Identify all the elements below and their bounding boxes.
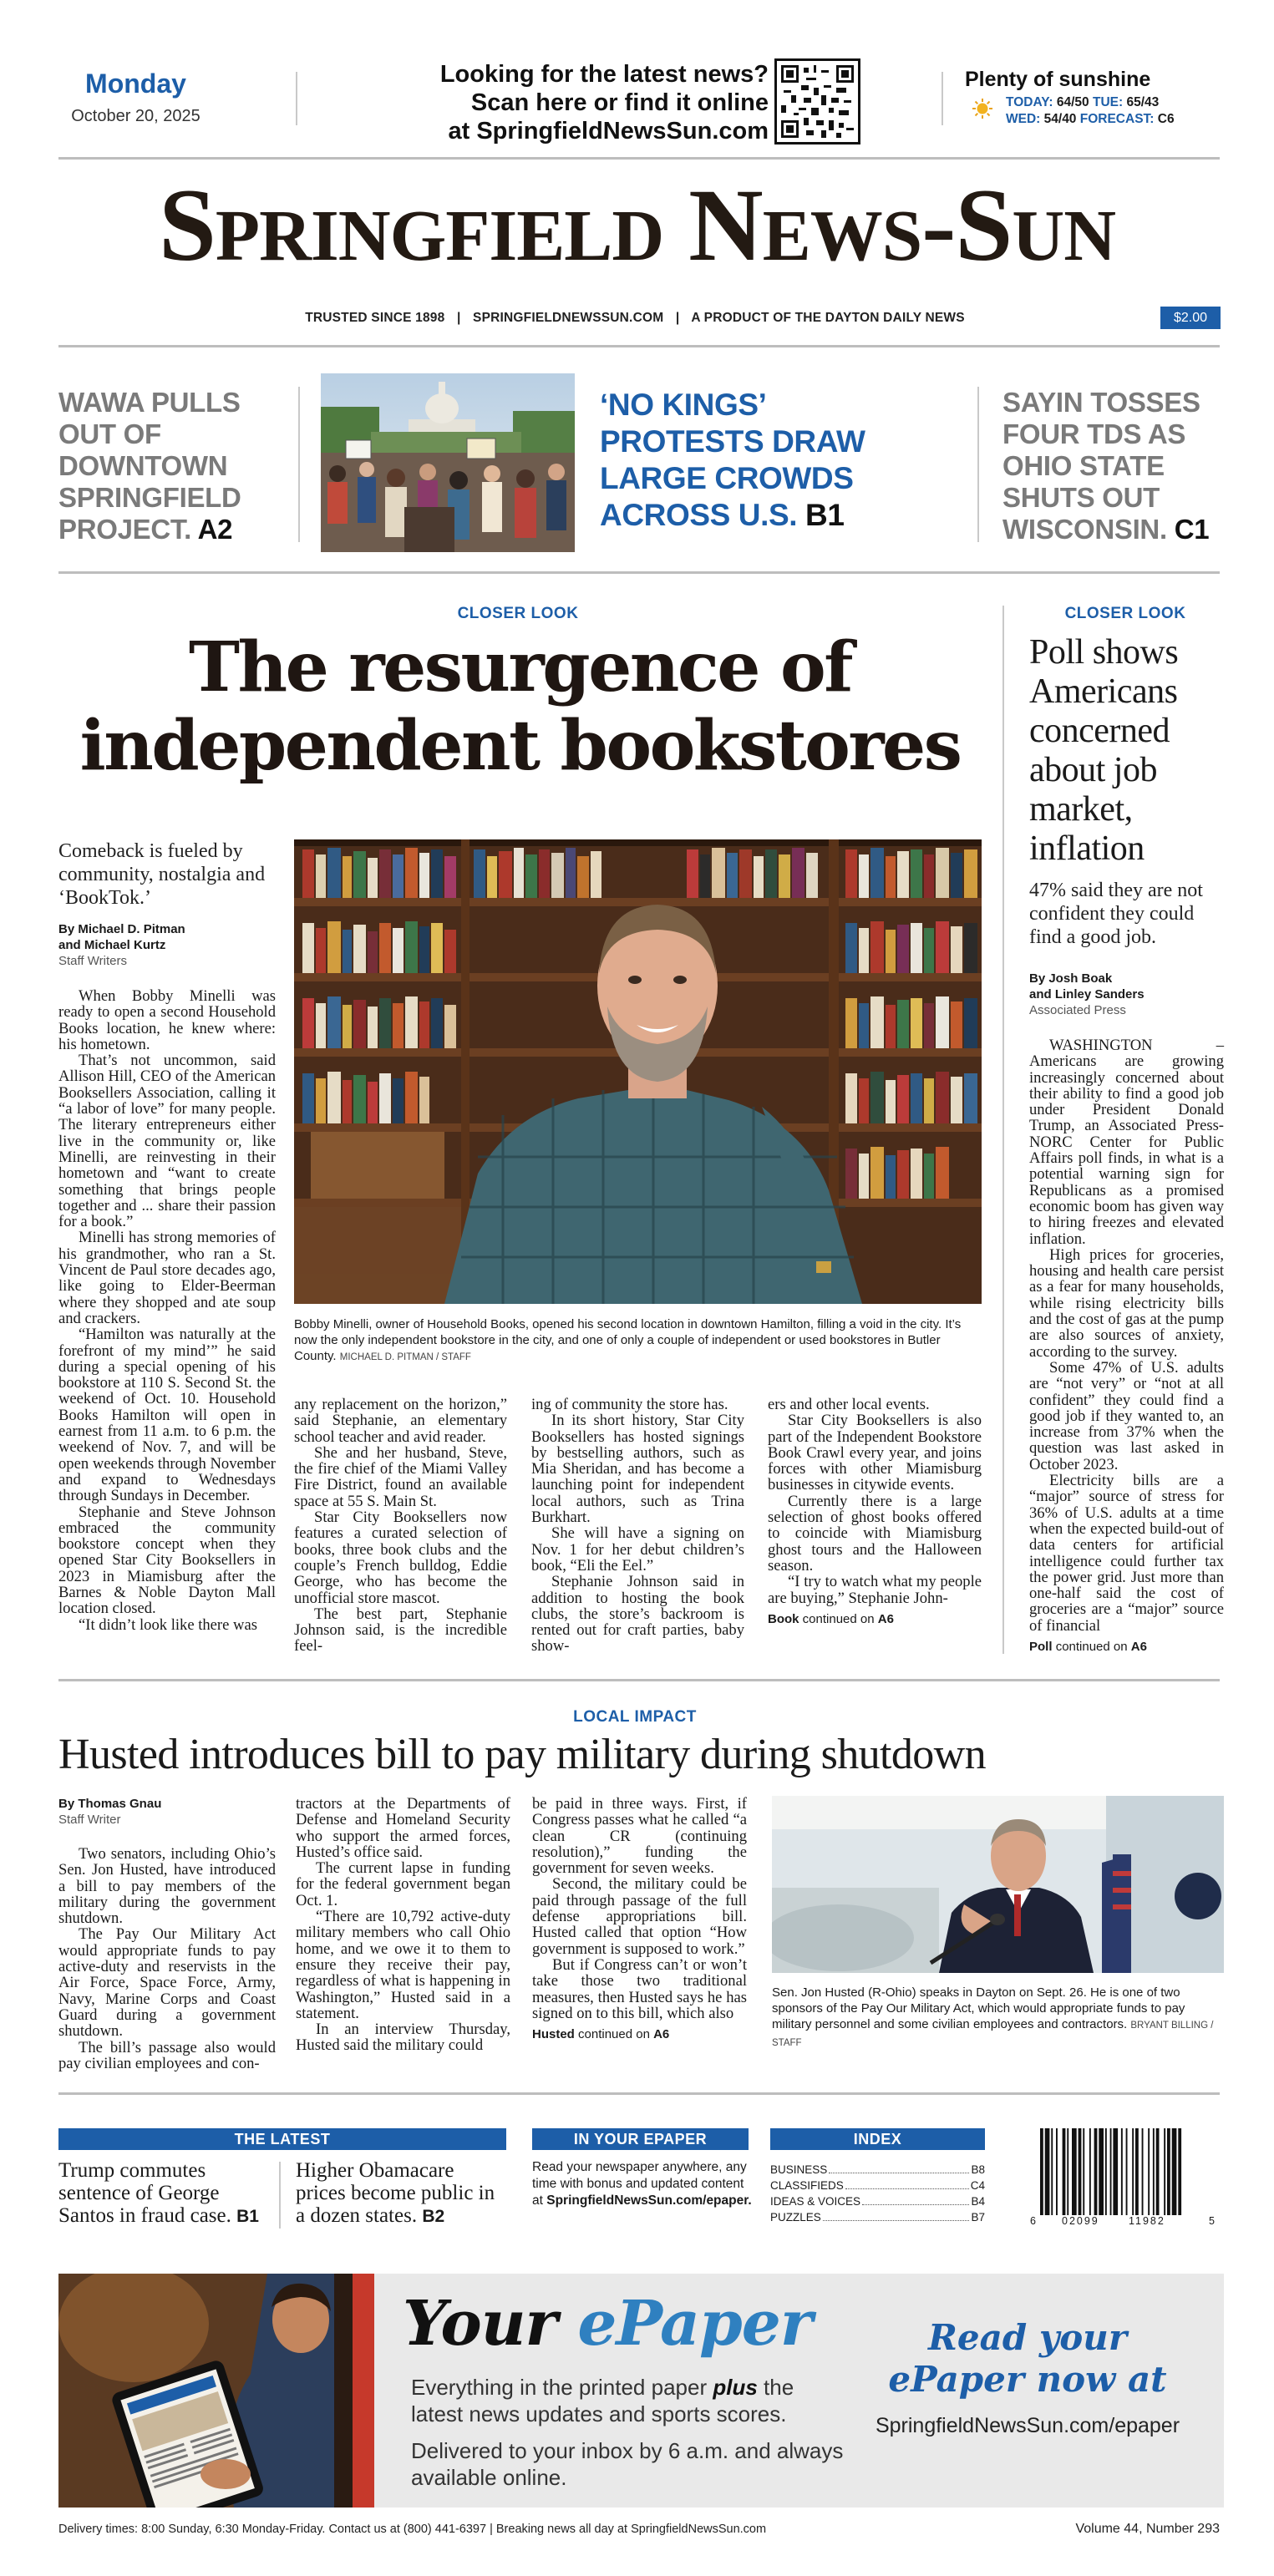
promo-line-1: Looking for the latest news?: [439, 61, 769, 88]
qr-code-icon[interactable]: [774, 58, 860, 145]
sun-icon: [972, 98, 993, 119]
impact-headline[interactable]: Husted introduces bill to pay military during shutdown: [58, 1731, 987, 1778]
latest-item-2[interactable]: [296, 2159, 506, 2228]
masthead-tagline: TRUSTED SINCE 1898 | SPRINGFIELDNEWSSUN.COM | A PRODUCT OF THE DAYTON DAILY NEWS: [305, 311, 965, 325]
lead-paragraph: “Hamilton was naturally at the forefront of my mind’” he said during a special opening of his bookstore at 110 S. Second St. the weekend of Oct. 10. Household Books Hamilton will open in earnest from 11 a.m. to 6 p.m. the weekend of Nov. 7, and will be open weekends through November and expand to Wednesdays through Sundays in December.: [58, 1326, 276, 1505]
index-header: INDEX: [770, 2128, 985, 2150]
index-row[interactable]: [770, 2209, 985, 2225]
barcode-bar: [1126, 2128, 1128, 2215]
lead-paragraph: Star City Booksellers now features a curated selection of books, three book clubs and the couple’s French bulldog, Eddie George, who has become the unofficial store mascot.: [294, 1509, 507, 1607]
latest-item-1-page: B1: [236, 2207, 259, 2226]
lead-paragraph: She and her husband, Steve, the fire chief of the Miami Valley Fire District, found an available space at 55 S. Main St.: [294, 1443, 507, 1510]
impact-photo-credit: BRYANT BILLING / STAFF: [772, 2021, 1214, 2048]
index-row-page: C4: [970, 2179, 985, 2192]
barcode-bar: [1153, 2128, 1155, 2215]
top-bar: [50, 58, 1224, 150]
impact-column-2: [296, 1796, 510, 2054]
lead-headline[interactable]: The resurgence of independent bookstores: [79, 627, 961, 786]
impact-byline-1: By Thomas Gnau: [58, 1797, 162, 1811]
lead-paragraph: Stephanie and Steve Johnson embraced the community bookstore concept when they opened Star City Booksellers in 2023 in Miamisburg after the Barnes & Noble Dayton Mall location closed.: [58, 1503, 276, 1618]
barcode-bar: [1148, 2128, 1150, 2215]
weather-row-1: [1006, 95, 1159, 110]
impact-paragraph: The current lapse in funding for the federal government began Oct. 1.: [296, 1859, 510, 1909]
ad-line-2: Delivered to your inbox by 6 a.m. and always available online.: [411, 2438, 844, 2490]
weather-wed-label: WED:: [1006, 112, 1041, 126]
lead-column-4: [768, 1397, 982, 1627]
teaser-left[interactable]: [58, 387, 284, 545]
index-row-page: B4: [971, 2195, 985, 2208]
barcode-group-1: 02099: [1062, 2215, 1099, 2227]
index-row-section: CLASSIFIEDS: [770, 2179, 844, 2192]
lead-paragraph: Star City Booksellers is also part of the Independent Bookstore Book Crawl every year, and joins forces with other Miamisburg businesses in citywide events.: [768, 1412, 982, 1494]
ad-title-epaper: ePaper: [577, 2288, 812, 2360]
promo-line-2: Scan here or find it online: [470, 89, 769, 116]
ad-photo-tablet: [58, 2274, 374, 2508]
lead-paragraph: Currently there is a large selection of ghost books offered to coincide with Miamisburg ghost tours and the Halloween season.: [768, 1492, 982, 1575]
side-byline-1: By Josh Boak: [1029, 971, 1113, 986]
lead-caption-text: Bobby Minelli, owner of Household Books, opened his second location in downtown Hamilton, filling a void in the city. It’s now the only independent bookstore in the city, and one of only a couple of independent or used bookstores in Butler County.: [294, 1317, 962, 1363]
lead-byline: [58, 921, 267, 969]
lead-column-3: [531, 1397, 744, 1655]
barcode-right-digit: 5: [1209, 2215, 1215, 2227]
lead-paragraph: ers and other local events.: [768, 1396, 930, 1413]
side-continued-page: A6: [1130, 1639, 1147, 1654]
weather-wed-value: 54/40: [1043, 112, 1077, 126]
lead-paragraph: Minelli has strong memories of his grandmother, who ran a St. Vincent de Paul store decades ago, like going to Elder-Beerman where they shopped and ate soup and crackers.: [58, 1229, 276, 1327]
epaper-promo-text: Read your newspaper anywhere, any time with bonus and updated content at: [532, 2160, 747, 2208]
impact-paragraph: tractors at the Departments of Defense and Homeland Security who support the armed forces, Husted’s office said.: [296, 1795, 510, 1861]
epaper-promo-link[interactable]: SpringfieldNewsSun.com/epaper.: [546, 2193, 752, 2208]
lead-continued[interactable]: [768, 1611, 982, 1627]
barcode-bar: [1132, 2128, 1134, 2215]
index-row-section: IDEAS & VOICES: [770, 2195, 861, 2208]
tagline-trusted: TRUSTED SINCE 1898: [305, 311, 445, 325]
side-paragraph: WASHINGTON – Americans are growing increasingly concerned about their ability to find a good job under President Donald Trump, an Associated Press-NORC Center for Public Affairs poll finds, in what is a potential warning sign for Republicans as a promised economic boom has given way to hiring freezes and elevated inflation.: [1029, 1037, 1224, 1248]
lead-photo-caption: [294, 1316, 982, 1366]
barcode-bar: [1051, 2128, 1053, 2215]
lead-column-1: [58, 988, 276, 1633]
latest-item-2-page: B2: [422, 2207, 445, 2226]
barcode-bar: [1167, 2128, 1170, 2215]
index-row-leader: [862, 2204, 969, 2205]
lead-paragraph: “It didn’t look like there was: [79, 1615, 257, 1634]
impact-byline-role: Staff Writer: [58, 1813, 121, 1827]
teaser-center[interactable]: [600, 387, 934, 534]
price-badge: $2.00: [1160, 307, 1221, 329]
weather-tue-value: 65/43: [1126, 95, 1160, 109]
index-row[interactable]: [770, 2162, 985, 2178]
barcode-group-2: 11982: [1129, 2215, 1165, 2227]
impact-paragraph: But if Congress can’t or won’t take those two traditional measures, then Husted says he has signed on to this bill, which also: [532, 1955, 747, 2022]
side-byline: [1029, 971, 1224, 1018]
index-row[interactable]: [770, 2193, 985, 2209]
lead-paragraph: The best part, Stephanie Johnson said, is the incredible feel-: [294, 1605, 507, 1656]
barcode-bar: [1063, 2128, 1066, 2215]
impact-paragraph: The bill’s passage also would pay civilian employees and con-: [58, 2038, 276, 2072]
index-row-leader: [823, 2220, 970, 2221]
lead-continued-word: Book: [768, 1611, 799, 1626]
barcode-bar: [1178, 2128, 1181, 2215]
side-kicker: CLOSER LOOK: [1064, 605, 1186, 622]
ad-title-your: Your: [403, 2288, 557, 2360]
side-continued-word: Poll: [1029, 1639, 1053, 1654]
teaser-right-page: C1: [1174, 514, 1210, 545]
lead-kicker: CLOSER LOOK: [457, 605, 579, 622]
weather-title: Plenty of sunshine: [965, 68, 1151, 91]
lead-paragraph: That’s not uncommon, said Allison Hill, CEO of the American Booksellers Association, calling it “a labor of love” for many people. The literary entrepreneurs either live in the community or, like Minelli, are reinvesting in their hometown and “want to create something that brings people together and ... share their passion for a book.”: [58, 1052, 276, 1231]
barcode-bar: [1072, 2128, 1077, 2215]
lead-column-2: [294, 1397, 507, 1655]
side-byline-role: Associated Press: [1029, 1003, 1126, 1017]
footer-delivery: Delivery times: 8:00 Sunday, 6:30 Monday-Friday. Contact us at (800) 441-6397 | Breaking news all day at SpringfieldNewsSun.com: [58, 2523, 767, 2536]
barcode-bar: [1045, 2128, 1050, 2215]
impact-photo-caption: [772, 1985, 1224, 2051]
barcode-icon: [1030, 2128, 1218, 2230]
impact-paragraph: In an interview Thursday, Husted said the military could: [296, 2021, 510, 2055]
weather-forecast-label: FORECAST:: [1079, 112, 1155, 126]
ad-cta-2: ePaper now at: [888, 2359, 1167, 2400]
barcode-bar: [1067, 2128, 1068, 2215]
tagline-site[interactable]: SPRINGFIELDNEWSSUN.COM: [473, 311, 664, 325]
side-column: [1029, 1037, 1224, 1655]
teaser-left-page: A2: [197, 514, 233, 545]
lead-paragraph: She will have a signing on Nov. 1 for her debut children’s book, “Eli the Eel.”: [531, 1524, 744, 1575]
weather-today-value: 64/50: [1056, 95, 1089, 109]
barcode-bar: [1142, 2128, 1144, 2215]
ad-line-1a: Everything in the printed paper: [411, 2375, 713, 2400]
index-list: [770, 2162, 985, 2225]
weather-row-2: [1006, 112, 1175, 127]
impact-caption-text: Sen. Jon Husted (R-Ohio) speaks in Dayton on Sept. 26. He is one of two sponsors of the Pay Our Military Act, which would appropriate funds to pay military personnel and some civilian employees and contractors.: [772, 1985, 1185, 2031]
barcode-bar: [1121, 2128, 1123, 2215]
teaser-center-text: ‘NO KINGS’ PROTESTS DRAW LARGE CROWDS ACROSS U.S.: [600, 388, 865, 532]
index-row-page: B7: [971, 2211, 985, 2224]
masthead-title[interactable]: Springfield News-Sun: [158, 168, 1116, 282]
index-row[interactable]: [770, 2178, 985, 2193]
barcode-bar: [1172, 2128, 1177, 2215]
lead-paragraph: In its short history, Star City Booksellers has hosted signings by bestselling authors, such as Mia Sheridan, and has become a launching point for independent local authors, such as Trina Burkhart.: [531, 1412, 744, 1527]
epaper-promo[interactable]: [532, 2159, 754, 2209]
side-paragraph: Electricity bills are a “major” source of stress for 36% of U.S. adults at a time when the expected build-out of data centers for artificial intelligence could further tax the power grid. Just more than one-half said the cost of groceries are a “major” source of financial: [1029, 1472, 1224, 1635]
index-row-page: B8: [971, 2163, 985, 2176]
epaper-ad[interactable]: [58, 2274, 1224, 2508]
weather-forecast-value: C6: [1157, 112, 1175, 126]
barcode-bar: [1099, 2128, 1104, 2215]
barcode-bar: [1135, 2128, 1139, 2215]
barcode-bar: [1105, 2128, 1107, 2215]
index-row-section: PUZZLES: [770, 2211, 821, 2224]
ad-title: [403, 2289, 812, 2359]
ad-cta-1: Read your: [928, 2317, 1127, 2358]
index-row-section: BUSINESS: [770, 2163, 828, 2176]
side-paragraph: Some 47% of U.S. adults are “not very” or “not at all confident” they could find a good job if they wanted to, an increase from 37% when the question was last asked in October 2023.: [1029, 1358, 1224, 1473]
lead-byline-role: Staff Writers: [58, 954, 127, 968]
ad-cta-url[interactable]: SpringfieldNewsSun.com/epaper: [875, 2414, 1180, 2437]
lead-paragraph: any replacement on the horizon,” said Stephanie, an elementary school teacher and avid reader.: [294, 1396, 507, 1446]
impact-paragraph: Two senators, including Ohio’s Sen. Jon Husted, have introduced a bill to pay members of the military during the government shutdown.: [58, 1845, 276, 1928]
teaser-left-text: WAWA PULLS OUT OF DOWNTOWN SPRINGFIELD PROJECT.: [58, 387, 241, 545]
barcode-bar: [1113, 2128, 1118, 2215]
barcode-bar: [1056, 2128, 1058, 2215]
tagline-product: A PRODUCT OF THE DAYTON DAILY NEWS: [691, 311, 965, 325]
date-day: Monday: [85, 68, 186, 99]
lead-photo-credit: MICHAEL D. PITMAN / STAFF: [339, 1352, 471, 1362]
barcode-left-digit: 6: [1030, 2215, 1036, 2227]
impact-column-1: [58, 1846, 276, 2071]
epaper-header: IN YOUR EPAPER: [532, 2128, 749, 2150]
side-byline-2: and Linley Sanders: [1029, 987, 1145, 1001]
impact-column-3: [532, 1796, 747, 2042]
lead-continued-text: continued on: [802, 1611, 875, 1626]
impact-paragraph: Second, the military could be paid through passage of the full defense appropriations bill. Husted called that option “How government is supposed to work.”: [532, 1875, 747, 1958]
impact-paragraph: “There are 10,792 active-duty military members who call Ohio home, and we owe it to them to ensure they receive their pay, regardless of what is happening in Washington,” Husted said in a statement.: [296, 1908, 510, 2022]
lead-paragraph: ing of community the store has.: [531, 1396, 728, 1413]
impact-photo-husted[interactable]: [772, 1796, 1224, 1973]
barcode-bar: [1089, 2128, 1091, 2215]
lead-photo-bookstore[interactable]: [294, 839, 982, 1304]
teaser-center-page: B1: [805, 498, 845, 532]
impact-kicker: LOCAL IMPACT: [573, 1708, 697, 1726]
impact-paragraph: be paid in three ways. First, if Congress passes what he called “a clean CR (continuing resolution),” funding the government for seven weeks.: [532, 1795, 747, 1878]
side-paragraph: High prices for groceries, housing and health care persist as a fear for many households, while rising electricity bills and the cost of gas at the pump are also sources of anxiety, according to the survey.: [1029, 1245, 1224, 1361]
impact-byline: [58, 1796, 276, 1828]
latest-item-1-text: Trump commutes sentence of George Santos in fraud case.: [58, 2159, 231, 2227]
lead-continued-page: A6: [877, 1611, 894, 1626]
impact-continued-page: A6: [653, 2027, 670, 2042]
side-deck: 47% said they are not confident they could find a good job.: [1029, 880, 1203, 948]
lead-paragraph: When Bobby Minelli was ready to open a second Household Books location, he knew where: his hometown.: [58, 987, 276, 1053]
side-continued-text: continued on: [1055, 1639, 1128, 1654]
lead-paragraph: “I try to watch what my people are buying,” Stephanie John-: [768, 1573, 982, 1607]
lead-deck: Comeback is fueled by community, nostalgia and ‘BookTok.’: [58, 840, 266, 909]
footer-volume: Volume 44, Number 293: [1075, 2522, 1220, 2536]
latest-item-1[interactable]: [58, 2159, 267, 2228]
teaser-photo-protest[interactable]: [321, 373, 575, 552]
ad-line-1c: the latest news updates and sports scores.: [411, 2375, 794, 2426]
date-full: October 20, 2025: [71, 107, 200, 125]
lead-byline-2: and Michael Kurtz: [58, 938, 166, 952]
teaser-right-text: SAYIN TOSSES FOUR TDS AS OHIO STATE SHUTS OUT WISCONSIN.: [1002, 387, 1200, 545]
impact-continued[interactable]: [532, 2026, 747, 2042]
weather-tue-label: TUE:: [1092, 95, 1124, 109]
barcode-bar: [1040, 2128, 1043, 2215]
weather-today-label: TODAY:: [1006, 95, 1053, 109]
ad-line-1b: plus: [713, 2375, 758, 2400]
teaser-right[interactable]: [1002, 387, 1224, 545]
ad-line-1: [411, 2374, 850, 2427]
barcode-bar: [1094, 2128, 1098, 2215]
barcode-bar: [1164, 2128, 1165, 2215]
latest-header: THE LATEST: [58, 2128, 506, 2150]
index-row-leader: [845, 2188, 969, 2189]
impact-paragraph: The Pay Our Military Act would appropriate funds to pay active-duty and reservists in the Air Force, Space Force, Army, Navy, Marine Corps and Coast Guard during a government shutdown.: [58, 1925, 276, 2041]
barcode-bar: [1083, 2128, 1084, 2215]
ad-cta[interactable]: [848, 2317, 1207, 2401]
promo-line-3: at SpringfieldNewsSun.com: [448, 118, 769, 145]
lead-byline-1: By Michael D. Pitman: [58, 922, 185, 936]
promo-text[interactable]: [351, 60, 769, 145]
barcode-bar: [1156, 2128, 1160, 2215]
side-headline[interactable]: Poll shows Americans concerned about job market, inflation: [1029, 633, 1179, 868]
impact-continued-word: Husted: [532, 2027, 575, 2042]
side-continued[interactable]: [1029, 1639, 1224, 1655]
latest-item-2-text: Higher Obamacare prices become public in a dozen states.: [296, 2159, 495, 2227]
lead-paragraph: Stephanie Johnson said in addition to hosting the book clubs, the store’s backroom is rented out for craft parties, baby show-: [531, 1573, 744, 1656]
barcode-bar: [1110, 2128, 1112, 2215]
impact-continued-text: continued on: [578, 2027, 650, 2042]
barcode-bar: [1079, 2128, 1082, 2215]
